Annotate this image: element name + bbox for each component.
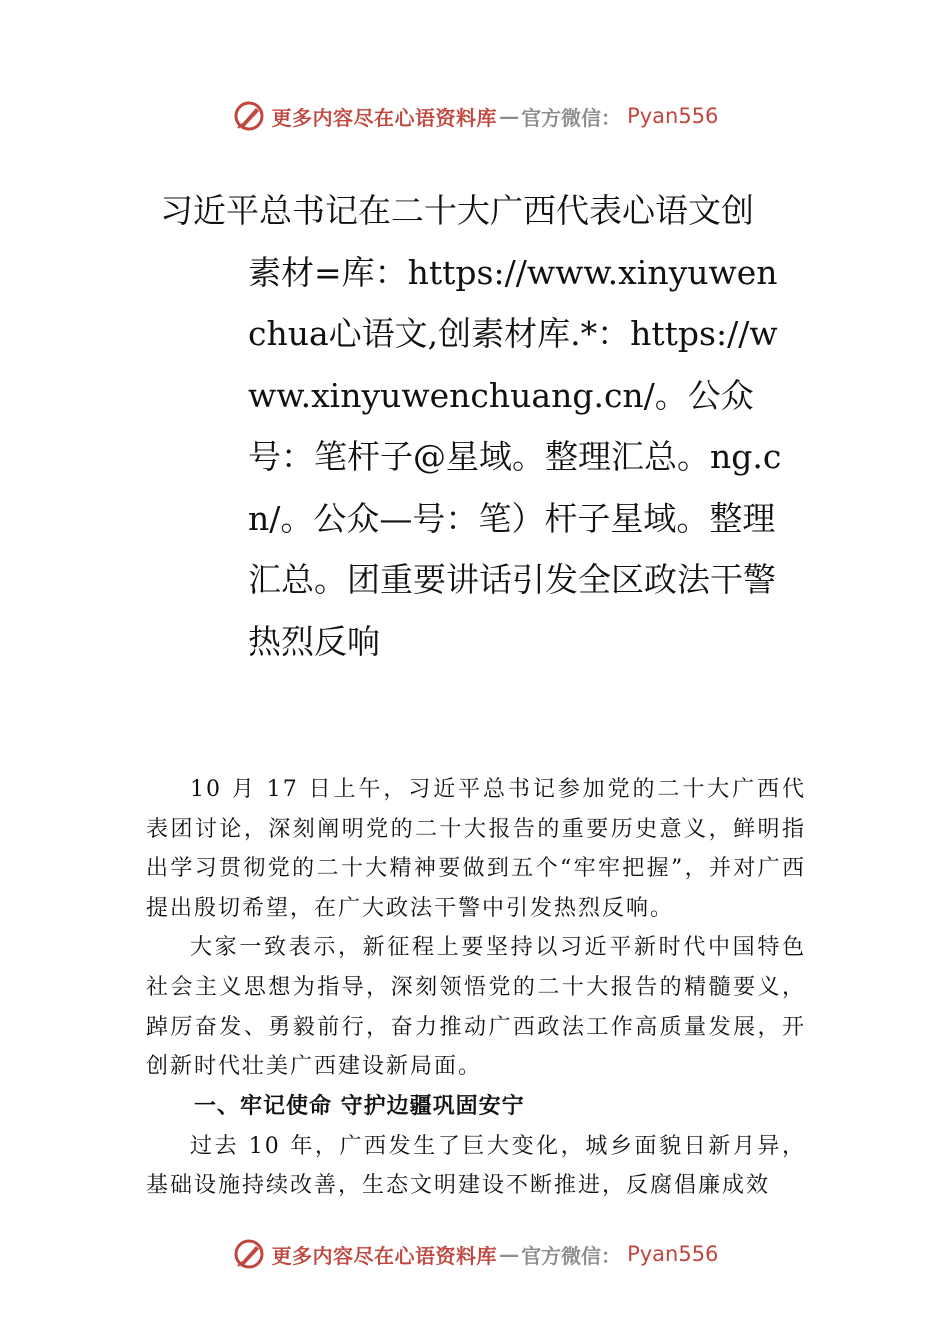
- title-continuation: 素材=库：https://www.xinyuwenchua心语文,创素材库.*：https://www.xinyuwenchuang.cn/。公众号：笔杆子@星域。整理汇总。ng.cn/。公众—号：笔）杆子星域。整理汇总。团重要讲话引发全区政法干警热烈反响: [248, 252, 782, 661]
- document-body: [146, 770, 806, 1206]
- watermark-wechat-id: Pyan556: [627, 104, 719, 128]
- section-heading: 一、牢记使命 守护边疆巩固安宁: [194, 1093, 525, 1119]
- watermark-dash: —: [499, 1242, 520, 1266]
- watermark-red-text: 更多内容尽在心语资料库: [271, 1243, 498, 1268]
- title-line-1: 习近平总书记在二十大广西代表心语文创: [160, 191, 754, 230]
- watermark-gray-text: 官方微信：: [521, 105, 622, 130]
- watermark-dash: —: [499, 104, 520, 128]
- paragraph-2: 大家一致表示，新征程上要坚持以习近平新时代中国特色社会主义思想为指导，深刻领悟党的二十大报告的精髓要义，踔厉奋发、勇毅前行，奋力推动广西政法工作高质量发展，开创新时代壮美广西建设新局面。: [146, 935, 806, 1080]
- watermark-wechat-id: Pyan556: [627, 1242, 719, 1266]
- watermark-banner-top: [0, 96, 950, 136]
- paragraph-1: 10 月 17 日上午，习近平总书记参加党的二十大广西代表团讨论，深刻阐明党的二十大报告的重要历史意义，鲜明指出学习贯彻党的二十大精神要做到五个“牢牢把握”，并对广西提出殷切希望，在广大政法干警中引发热烈反响。: [146, 777, 806, 921]
- pen-logo-icon: [232, 99, 266, 133]
- paragraph-3: 过去 10 年，广西发生了巨大变化，城乡面貌日新月异，基础设施持续改善，生态文明建设不断推进，反腐倡廉成效: [146, 1133, 806, 1199]
- watermark-red-text: 更多内容尽在心语资料库: [271, 105, 498, 130]
- pen-logo-icon: [232, 1237, 266, 1271]
- watermark-gray-text: 官方微信：: [521, 1243, 622, 1268]
- document-title: [160, 180, 820, 672]
- watermark-banner-bottom: [0, 1234, 950, 1274]
